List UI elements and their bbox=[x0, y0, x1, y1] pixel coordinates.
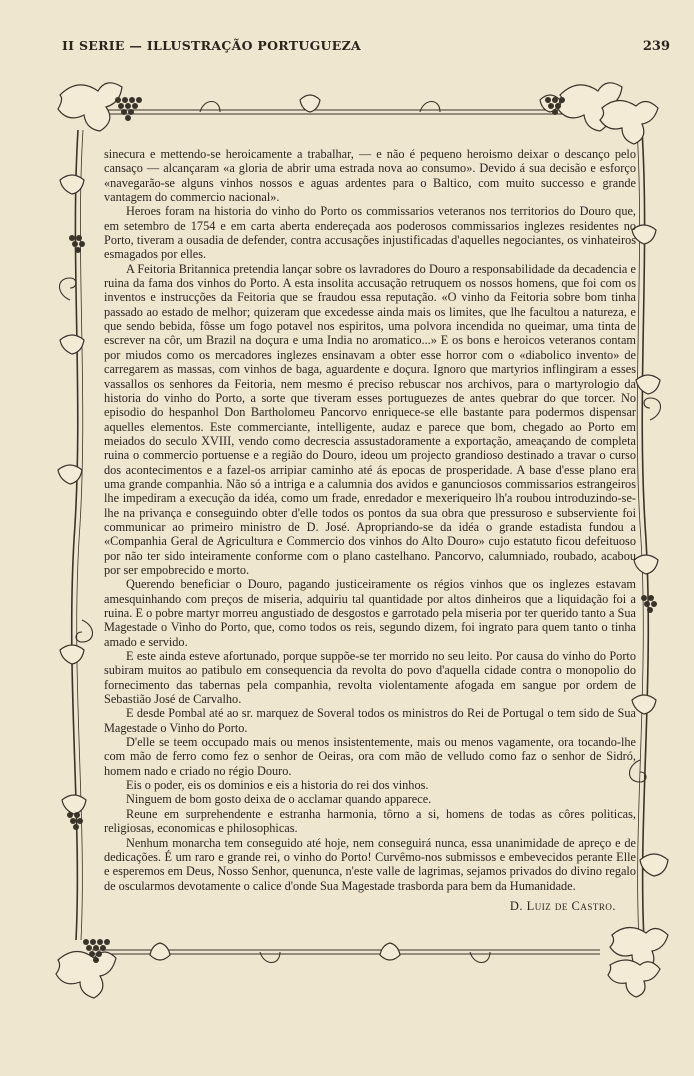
author-name: Luiz de Castro. bbox=[526, 898, 616, 913]
article-paragraph: Heroes foram na historia do vinho do Porto os commissarios veteranos nos territorios do Douro que, em setembro de 1754 e em carta aberta endereçada aos poderosos commissarios inglezes residentes no Porto, tiveram a ousadia de defender, contra accusações injustificadas d'aquelles negociantes, os vinhateiros esmagados por elles. bbox=[104, 204, 636, 262]
article-paragraph: Nenhum monarcha tem conseguido até hoje, nem conseguirá nunca, essa unanimidade de apreço e de dedicações. É um raro e grande rei, o vinho do Porto! Curvêmo-nos submissos e embevecidos perante Elle e esperemos em Deus, Nosso Senhor, quenunca, n'este valle de lagrimas, sejamos privados do divino regalo de oscularmos devotamente o calice d'onde Sua Magestade trasborda para bem da Humanidade. bbox=[104, 835, 636, 893]
article-paragraph: A Feitoria Britannica pretendia lançar sobre os lavradores do Douro a responsabilidade da decadencia e ruina da fama dos vinhos do Porto. A esta insolita accusação retruquem os nossos homens, que foi com os inventos e instrucções da Feitoria que se fraudou essa reputação. «O vinho da Feitoria sobre bom tinha passado ao estado de melhor; quizeram que excedesse ainda mais os limites, que lhe facultou a natureza, e que sendo bebida, fôsse um fogo potavel nos espiritos, uma polvora incendida no queimar, uma tinta de escrever na côr, um Brazil na doçura e uma India no aromatico...» E os bons e heroicos veteranos contam por miudos como os mercadores inglezes ensinavam a obter esse horror com o «diabolico invento» de carregarem as massas, com vinhos de baga, aguardente e doçura. Ignoro que martyrios inflingiram a esses vassallos os senhores da Feitoria, nem mesmo é preciso rebuscar nos archivos, para o martyrologio da historia do vinho do Porto, a sorte que tiveram esses portuguezes de antes quebrar do que torcer. No episodio do hespanhol Don Bartholomeu Pancorvo enriquece-se elle bastante para podermos dispensar aquelles elementos. Este commerciante, intelligente, audaz e parece que bom, chegado ao Porto em meiados do seculo XVIII, vendo como decrescia assustadoramente a exportação, ameaçando de completa ruina o commercio portuense e a região do Douro, ideou um projecto grandioso destinado a travar o curso dos acontecimentos e a fazel-os arripiar caminho até ás epocas de prosperidade. A base d'esse plano era uma grande companhia. Não só a intriga e a calumnia dos avidos e ganunciosos commissarios estrangeiros lhe impediram a execução da idéa, como um frade, enredador e mexeriqueiro lh'a roubou introduzindo-se-lhe na privança e conseguindo obter d'elle todos os pontos da sua obra que pressuroso e subserviente foi communicar ao primeiro ministro de D. José. Apropriando-se da idéa o grande estadista fundou a «Companhia Geral de Agricultura e Commercio dos vinhos do Alto Douro» cujo estatuto ficou defeituoso por não ter sido inteiramente conforme com o plano castelhano. Pancorvo, calumniado, roubado, acabou por ser empobrecido e morto. bbox=[104, 261, 636, 577]
grape-cluster-top bbox=[115, 97, 142, 121]
leaf-top-left bbox=[58, 83, 122, 131]
series-title: II SERIE — ILLUSTRAÇÃO PORTUGUEZA bbox=[62, 38, 361, 53]
signature-prefix: D. bbox=[509, 898, 527, 913]
article-paragraph: sinecura e mettendo-se heroicamente a trabalhar, — e não é pequeno heroismo deixar o descanço pelo cansaço — alcançaram «a gloria de abrir uma estrada nova ao consumo». Devido á sua decisão e esforço «navegarão-se alguns vinhos nossos e aguas ardentes para o Baltico, com muito successo e grande vantagem do commercio nacional». bbox=[104, 147, 636, 205]
article-paragraph: Eis o poder, eis os dominios e eis a historia do rei dos vinhos. bbox=[126, 778, 429, 793]
article-body bbox=[104, 147, 636, 937]
author-signature bbox=[104, 899, 636, 913]
article-paragraph: Ninguem de bom gosto deixa de o acclamar quando apparece. bbox=[126, 792, 432, 807]
page-number: 239 bbox=[642, 39, 670, 54]
article-paragraph: Reune em surprehendente e estranha harmonia, tôrno a si, homens de todas as côres politicas, religiosas, economicas e philosophicas. bbox=[104, 806, 636, 836]
article-paragraph: Querendo beneficiar o Douro, pagando justiceiramente os régios vinhos que os inglezes estavam amesquinhando com preços de miseria, adquiriu tal quantidade por altos dinheiros que a liquidação foi a ruina. E o pobre martyr morreu angustiado de desgostos e garrotado pela miseria por ter querido tanto a Sua Magestade o Vinho do Porto, que, como todos os reis, segundo dizem, foi ingrato para quem tanto o tinha amado e servido. bbox=[104, 577, 636, 649]
article-paragraph: E este ainda esteve afortunado, porque suppõe-se ter morrido no seu leito. Por causa do vinho do Porto subiram muitos ao patibulo em consequencia da revolta do povo d'aquella cidade contra o monopolio do fornecimento das tabernas pela companhia, revolta violentamente afogada em sangue por ordem de Sebastião José de Carvalho. bbox=[104, 649, 636, 707]
article-paragraph: E desde Pombal até ao sr. marquez de Soveral todos os ministros do Rei de Portugal o tem sido de Sua Magestade o Vinho do Porto. bbox=[104, 706, 636, 735]
article-paragraph: D'elle se teem occupado mais ou menos insistentemente, mais ou menos vagamente, ora tocando-lhe com mão de ferro como fez o senhor de Oeiras, ora com mão de velludo como faz o senhor de Sidró, homem nado e criado no régio Douro. bbox=[104, 735, 636, 778]
